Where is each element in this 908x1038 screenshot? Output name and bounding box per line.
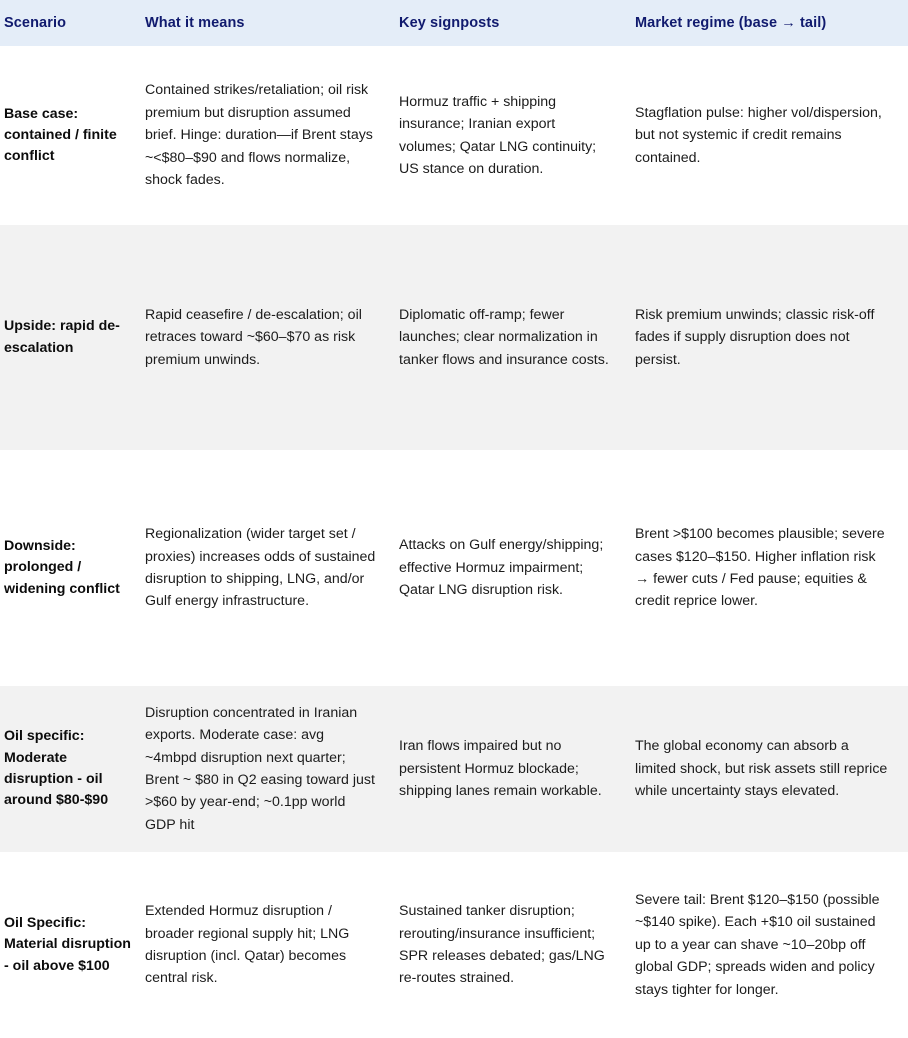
cell-market-regime: Risk premium unwinds; classic risk-off fades if supply disruption does not persist.	[635, 306, 875, 368]
cell-scenario: Downside: prolonged / widening conflict	[4, 538, 120, 597]
cell-key-signposts: Iran flows impaired but no persistent Hormuz blockade; shipping lanes remain workable.	[399, 738, 602, 800]
table-row	[0, 852, 908, 1038]
column-header-key-signposts	[393, 0, 631, 46]
cell-scenario: Upside: rapid de-escalation	[4, 318, 120, 356]
cell-what-it-means: Contained strikes/retaliation; oil risk premium but disruption assumed brief. Hinge: duration—if Brent stays ~<$80–$90 and flows normalize, shock fades.	[145, 82, 373, 189]
column-header-scenario	[0, 0, 141, 46]
cell-what-it-means: Regionalization (wider target set / proxies) increases odds of sustained disruption to shipping, LNG, and/or Gulf energy infrastructure.	[145, 526, 376, 610]
cell-key-signposts: Diplomatic off-ramp; fewer launches; clear normalization in tanker flows and insurance costs.	[399, 306, 609, 368]
column-header-key-signposts-label: Key signposts	[399, 14, 500, 31]
table-body	[0, 46, 908, 1038]
cell-market-regime: Severe tail: Brent $120–$150 (possible ~$140 spike). Each +$10 oil sustained up to a year can shave ~10–20bp off global GDP; spreads widen and policy stays tighter for longer.	[635, 891, 880, 998]
cell-scenario: Base case: contained / finite conflict	[4, 105, 117, 165]
cell-market-regime: Stagflation pulse: higher vol/dispersion, but not systemic if credit remains contained.	[635, 104, 882, 166]
cell-what-it-means: Extended Hormuz disruption / broader regional supply hit; LNG disruption (incl. Qatar) becomes central risk.	[145, 903, 350, 987]
column-header-market-regime	[631, 0, 908, 46]
column-header-market-regime-label: Market regime (base → tail)	[635, 14, 827, 31]
cell-scenario: Oil specific: Moderate disruption - oil around $80-$90	[4, 728, 109, 809]
table-header	[0, 0, 908, 46]
cell-scenario: Oil Specific: Material disruption - oil above $100	[4, 915, 131, 974]
table-row	[0, 46, 908, 225]
cell-key-signposts: Sustained tanker disruption; rerouting/insurance insufficient; SPR releases debated; gas/LNG re-routes strained.	[399, 903, 605, 987]
column-header-what-it-means	[141, 0, 393, 46]
cell-key-signposts: Attacks on Gulf energy/shipping; effective Hormuz impairment; Qatar LNG disruption risk.	[399, 537, 604, 599]
cell-what-it-means: Rapid ceasefire / de-escalation; oil retraces toward ~$60–$70 as risk premium unwinds.	[145, 306, 362, 368]
header-row	[0, 0, 908, 46]
column-header-scenario-label: Scenario	[4, 14, 67, 31]
cell-key-signposts: Hormuz traffic + shipping insurance; Iranian export volumes; Qatar LNG continuity; US stance on duration.	[399, 93, 597, 177]
cell-market-regime: Brent >$100 becomes plausible; severe cases $120–$150. Higher inflation risk → fewer cuts / Fed pause; equities & credit reprice lower.	[635, 526, 885, 610]
table-row	[0, 450, 908, 686]
cell-market-regime: The global economy can absorb a limited shock, but risk assets still reprice while uncertainty stays elevated.	[635, 738, 888, 800]
column-header-what-it-means-label: What it means	[145, 14, 245, 31]
table-row	[0, 225, 908, 450]
table-row	[0, 686, 908, 852]
cell-what-it-means: Disruption concentrated in Iranian exports. Moderate case: avg ~4mbpd disruption next quarter; Brent ~ $80 in Q2 easing toward just >$60 by year-end; ~0.1pp world GDP hit	[145, 704, 375, 833]
